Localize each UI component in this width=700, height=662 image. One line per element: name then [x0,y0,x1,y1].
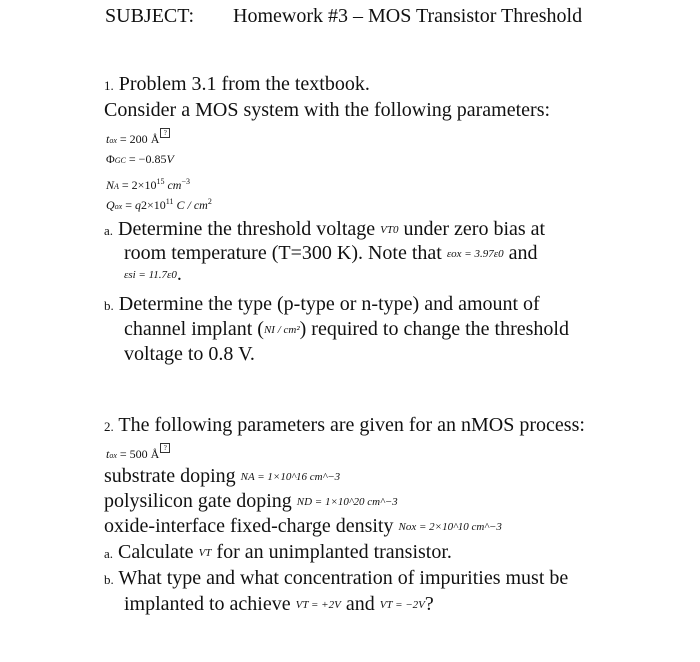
part-b-text2a: channel implant ( [124,318,264,340]
p2-part-b-line1 [104,566,568,592]
problem2-number: 2. [104,419,114,434]
p2-sub-eq: NA = 1×10^16 cm^−3 [240,471,341,483]
p2-substrate [104,464,340,489]
p2-vt-symbol: VT [198,547,212,559]
p2-poly-eq: ND = 1×10^20 cm^−3 [296,496,398,508]
p2-poly-label: polysilicon gate doping [104,490,292,512]
implant-symbol: NI / cm² [263,324,300,336]
problem2-heading [104,413,585,439]
problem1-part-b-line3: voltage to 0.8 V. [124,343,255,365]
p2-sub-label: substrate doping [104,465,236,487]
p2-b-and: and [345,593,375,615]
p2-a-letter: a. [104,546,114,561]
param-tox: tox = 200 Å ? [106,128,170,148]
p2-b-text1: What type and what concentration of impurities must be [118,567,569,589]
page-title: Homework #3 – MOS Transistor Threshold [233,5,583,27]
param-na: NA = $2\times 10^{15}$ $cm^{-3}$ [106,177,190,192]
problem2-title: The following parameters are given for an nMOS process: [118,414,585,436]
p2-a-text1: Calculate [118,541,194,563]
subject-label: SUBJECT: [105,5,195,27]
p2-oxide [104,514,502,539]
problem1-part-b-line1 [104,292,540,318]
problem1-number: 1. [104,78,114,93]
p2-vt-minus-eq: VT = −2V [379,599,425,611]
p2-b-letter: b. [104,572,114,587]
part-a-text2: under zero bias at [403,218,546,240]
p2-vt-plus-eq: VT = +2V [295,599,341,611]
p2-b-question: ? [424,593,434,615]
problem1-title: Problem 3.1 from the textbook. [118,73,370,95]
part-a-and: and [508,242,538,264]
eps-si-eq: εsi = 11.7ε0 [124,269,177,281]
part-a-letter: a. [104,223,114,238]
part-b-text2b: ) required to change the threshold [299,318,569,340]
p2-poly [104,489,398,514]
part-a-text1: Determine the threshold voltage [118,218,376,240]
p2-a-text2: for an unimplanted transistor. [216,541,452,563]
part-b-text1: Determine the type (p-type or n-type) and amount of [118,293,540,315]
eps-ox-eq: εox = 3.97ε0 [446,248,504,260]
part-b-letter: b. [104,298,114,313]
problem1-part-a-line1 [104,217,545,243]
p2-oxide-eq: Nox = 2×10^10 cm^−3 [398,521,502,533]
problem1-heading [104,72,370,98]
problem1-intro: Consider a MOS system with the following parameters: [104,99,551,121]
part-a-line2-text: room temperature (T=300 K). Note that [124,242,442,264]
param-qox: Qox = $q2\times 10^{11}$ C / $cm^2$ [106,197,212,212]
p2-part-a [104,540,452,566]
image-placeholder-icon: ? [160,443,170,453]
problem1-part-a-line3 [124,262,182,287]
p2-part-b-line2 [124,592,434,617]
problem1-part-b-line2 [124,317,569,342]
p2-b-text2a: implanted to achieve [124,593,291,615]
param-phigc: ΦGC = −0.85V [106,152,174,166]
part-a-period: . [176,263,182,285]
p2-param-tox: tox = 500 Å ? [106,443,170,463]
p2-oxide-label: oxide-interface fixed-charge density [104,515,394,537]
problem1-part-a-line2 [124,241,537,266]
image-placeholder-icon: ? [160,128,170,138]
vt0-symbol: VT0 [380,224,399,236]
